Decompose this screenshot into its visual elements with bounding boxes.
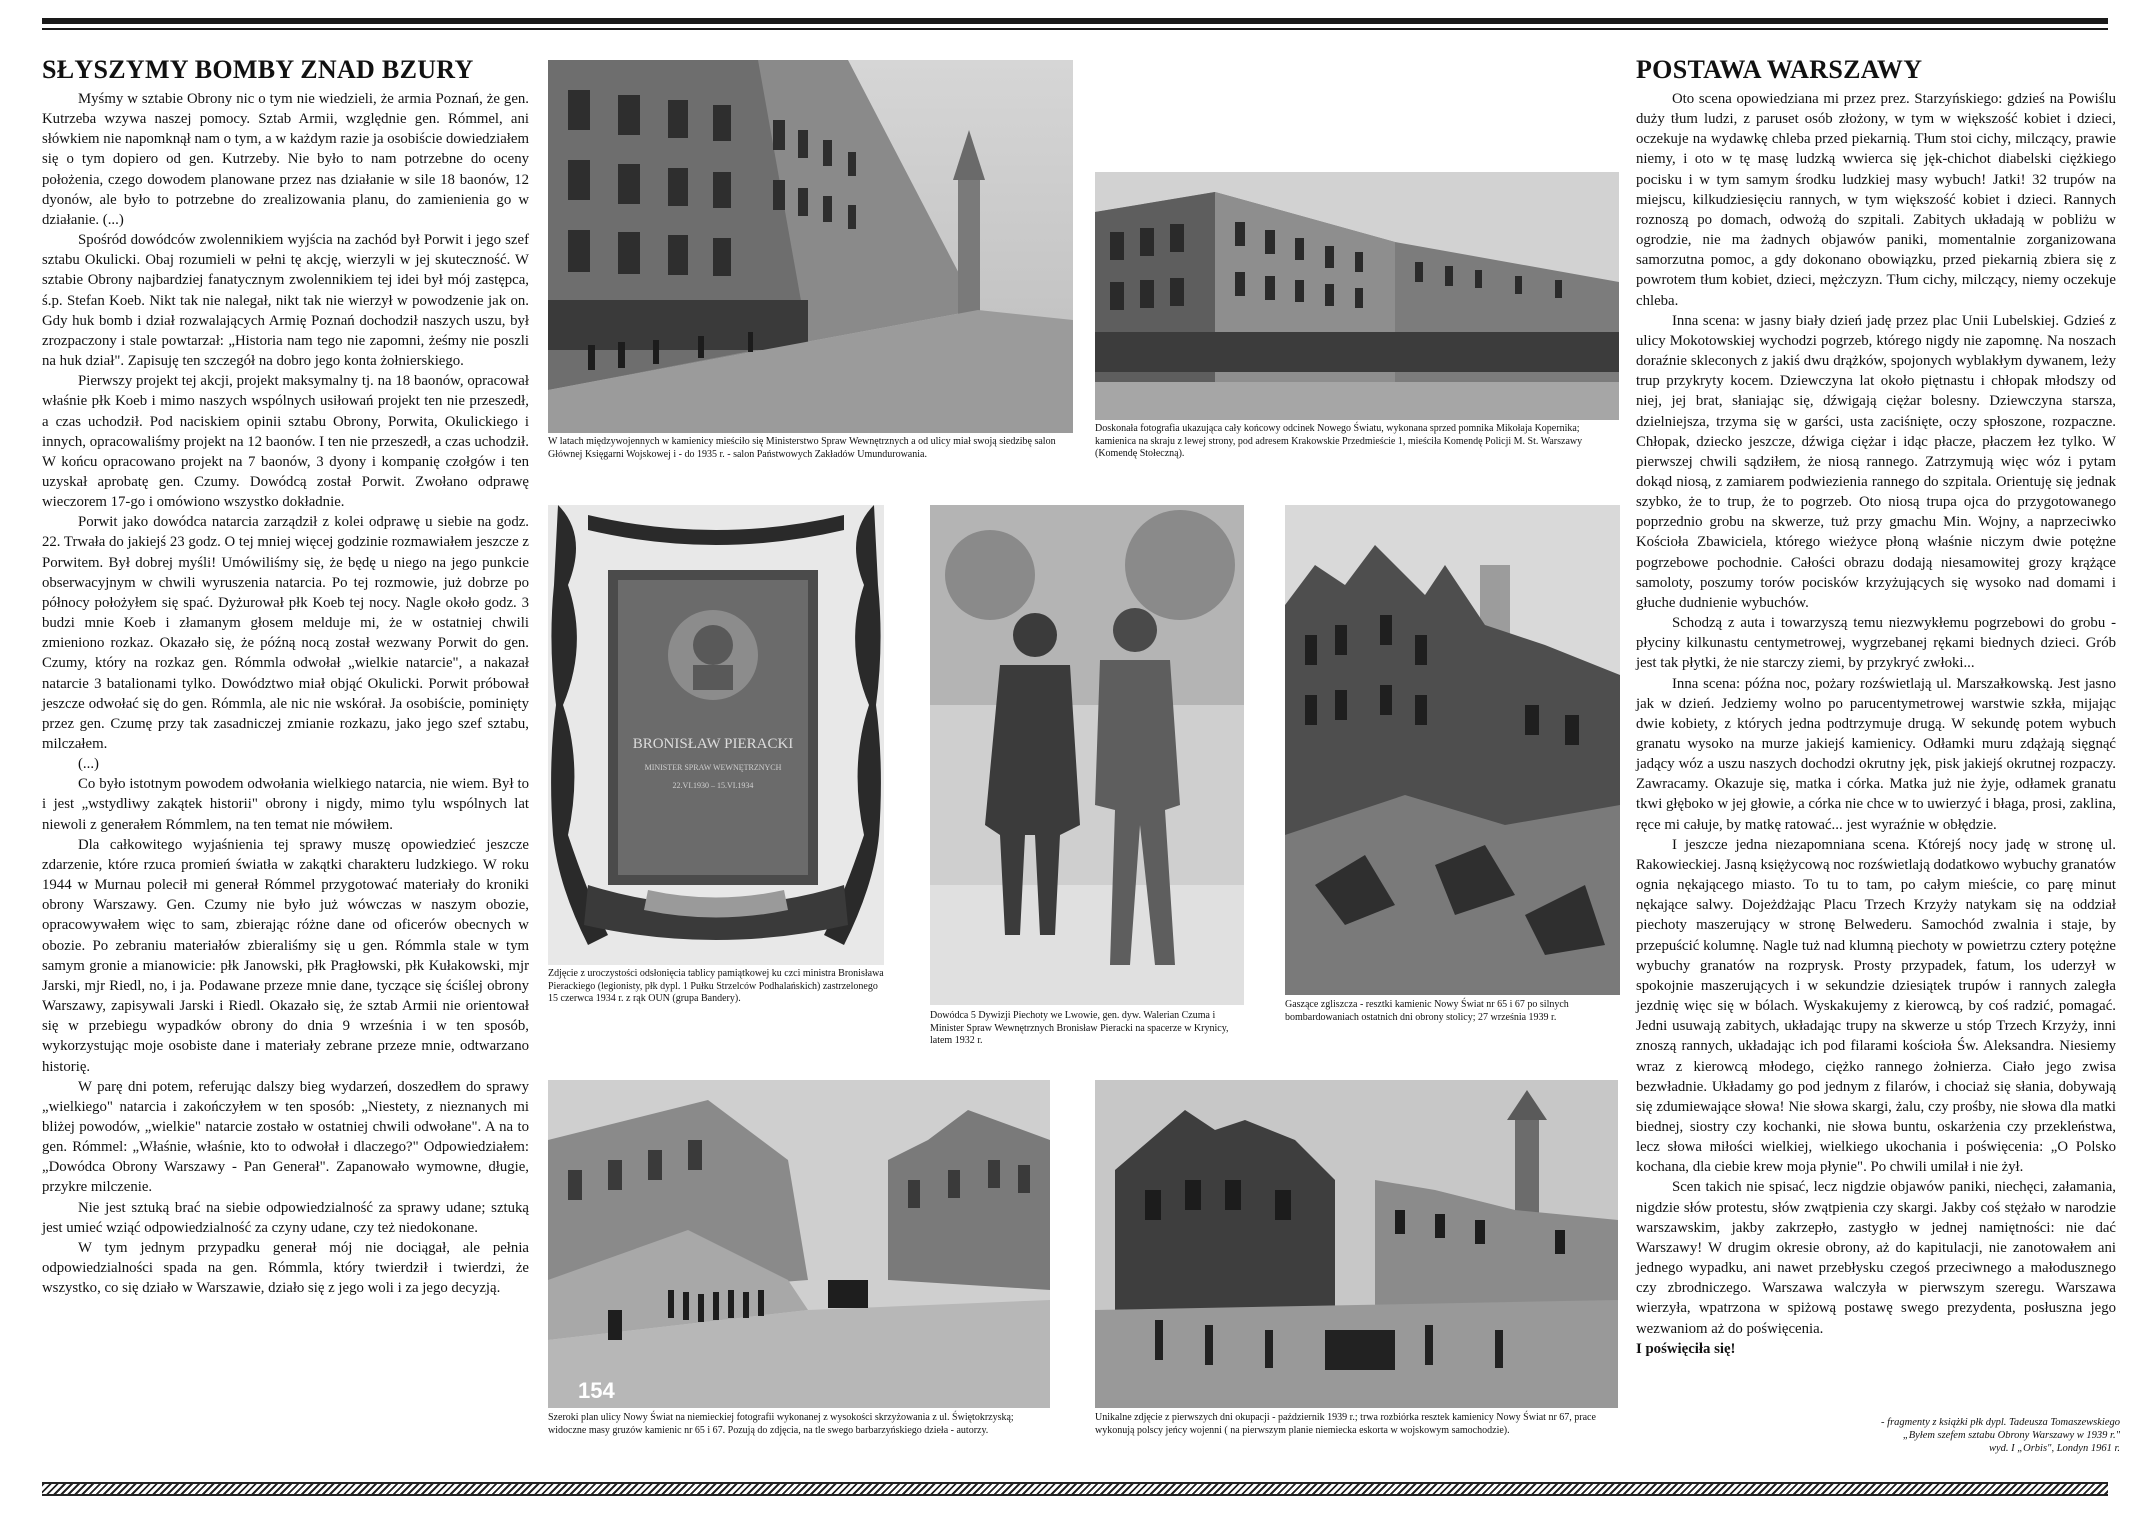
plaque-dates: 22.VI.1930 – 15.VI.1934: [672, 781, 754, 790]
paragraph: Dla całkowitego wyjaśnienia tej sprawy muszę opowiedzieć jeszcze zdarzenie, które rzuca promień światła w zakątki charakteru ludzkiego. W roku 1944 w Murnau polecił mi generał Rómmel przygotować materiały do kroniki obrony Warszawy. Gen. Czumy nie było już wówczas w naszym obozie, opracowywałem więc to sam, zbierając różne dane od oficerów obecnych w obozie. Po zebraniu materiałów zbieraliśmy się u gen. Rómmla stale w tym samym gronie a mianowicie: płk Janowski, płk Pragłowski, płk Kułakowski, mjr Jarski, mjr Riedl, no, i ja. Podawane przeze mnie dane, tyczące się ściślej obrony Warszawy, zapisywali Jarski i Riedl. Okazało się, że sztab Armii nie orientował się w przebiegu wypadków obrony do dnia 9 września i w ten sposób, wykorzystując moje osobiste dane i materiały zebrane przeze mnie, odtwarzano historię.: [42, 836, 529, 1075]
paragraph: Myśmy w sztabie Obrony nic o tym nie wiedzieli, że armia Poznań, że gen. Kutrzeba wzywa naszej pomocy. Sztab Armii, względnie gen. Rómmel, ani słówkiem nie napomknął nam o tym, a w każdym razie ja osobiście dowiedziałem się o tym dopiero od gen. Kutrzeby. Nie było to nam potrzebne do oceny położenia, czego dowodem planowane przez nas działanie w sile 18 baonów, 12 dyonów, ale było to potrzebne do zrealizowania planu, do zamienienia go w działanie. (...): [42, 91, 529, 228]
paragraph: (...): [78, 756, 99, 773]
photo-nowy-swiat-german: [548, 1080, 1050, 1408]
photo-mark: 154: [578, 1378, 615, 1403]
paragraph: Spośród dowódców zwolennikiem wyjścia na zachód był Porwit i jego szef sztabu Okulicki. Obaj rozumieli w pełni tę akcję, wierzyli w jej skuteczność. W sztabie Obrony najbardziej fanatycznym zwolennikiem tej idei był mój zastępca, ś.p. Stefan Koeb. Nikt tak nie nalegał, nikt tak nie wierzył w powodzenie jak on. Gdy huk bomb i dział rozwalających Armię Poznań dochodził naszych uszu, był zrozpaczony i stale powtarzał: „Historia nam tego nie zapomni, żeśmy nie poszli na huk dział". Zapisuję ten szczegół na dobro jego konta żołnierskiego.: [42, 232, 529, 370]
paragraph: W tym jednym przypadku generał mój nie dociągał, ale pełnia odpowiedzialności spada na gen. Rómmla, który twierdził i twierdzi, że wszystko, co się działo w Warszawie, działo się z jego woli i za jego decyzją.: [42, 1239, 529, 1297]
paragraph: Oto scena opowiedziana mi przez prez. Starzyńskiego: gdzieś na Powiślu duży tłum ludzi, z paruset osób złożony, w tym w większość kobiet i dzieci, oczekuje na wydawkę chleba przed piekarnią. Tłum stoi cichy, milczący, prawie niemy, i oto w tę masę ludzką wwierca się jęk-chichot diabelski ciężkiego pocisku i w tym samym środku ludzkiej masy wybuch! Jatki! 32 trupów na miejscu, kilkudziesięciu rannych, w tym większość kobiet i dzieci. Rannych roznoszą po domach, odwożą do szpitali. Zabitych układają w pobliżu w ogrodzie, nie ma żadnych objawów paniki, momentalnie zorganizowana samorzutna pomoc, a gdy dokonano obowiązku, przed piekarnią zbiera się z powrotem tłum kobiet, dzieci, mężczyzn. Tłum cichy, milczący, niemy oczekuje chleba.: [1636, 91, 2116, 309]
right-article: [1636, 55, 2116, 1359]
paragraph: W parę dni potem, referując dalszy bieg wydarzeń, doszedłem do sprawy „wielkiego" natarcia i zakończyłem w ten sposób: „Niestety, z nieznanych mi bliżej powodów, „wielkie" natarcie zostało w ostatniej chwili odwołane". A na to gen. Rómmel: „Właśnie, właśnie, kto to odwołał i dlaczego?" Odpowiedziałem: „Dowódca Obrony Warszawy - Pan Generał". Zapanowało wymowne, długie, przykre milczenie.: [42, 1078, 529, 1196]
photo-caption: Dowódca 5 Dywizji Piechoty we Lwowie, gen. dyw. Walerian Czuma i Minister Spraw Wewnętrznych Bronisław Pieracki na spacerze w Krynicy, latem 1932 r.: [930, 1010, 1229, 1046]
photo-occupation-demolition: [1095, 1080, 1618, 1408]
paragraph: Scen takich nie spisać, lecz nigdzie objawów paniki, niechęci, załamania, nigdzie słów protestu, słów zwątpienia czy skargi. Jakby coś stężało w narodzie warszawskim, jakby zakrzepło, zastygło w jednej namiętności: nie dać Warszawy! W drugim okresie obrony, aż do kapitulacji, nie zanotowałem ani jednego wypadku, ani nawet przebłysku czegoś przeciwnego a małodusznego czy zbrodniczego. Warszawa walczyła w pierwszym szeregu. Warszawa wierzyła, wpatrzona w spiżową postawę swego prezydenta, posłuszna jego wezwaniom aż do poświęcenia.: [1636, 1179, 2116, 1337]
photo-caption: Doskonała fotografia ukazująca cały końcowy odcinek Nowego Światu, wykonana sprzed pomnika Mikołaja Kopernika; kamienica na skraju z lewej strony, pod adresem Krakowskie Przedmieście 1, mieściła Komendę Policji M. St. Warszawy (Komendę Stołeczną).: [1095, 423, 1583, 459]
paragraph: Inna scena: w jasny biały dzień jadę przez plac Unii Lubelskiej. Gdzieś z ulicy Mokotowskiej wychodzi pogrzeb, którego nigdy nie zapomnę. Na noszach doraźnie skleconych z jakiś dwu drążków, spojonych wyblakłym dywanem, leży trup przykryty kocem. Dziewczyna lat około piętnastu i chłopak młodszy od niej, jej brat, słaniając się, dźwigają ciężar bolesny. Dziewczyna starsza, dzielniejsza, trzyma się w garści, usta zaciśnięte, oczy spłoszone, rozpaczne. Chłopak, dziecko jeszcze, dźwiga ciężar i idąc płacze, płaczem łez tylko. W pierwszej chwili sądziłem, że niosą rannego. Zatrzymują więc wóz i pytam dokąd niosą, z zamiarem podwiezienia rannego do szpitala. Orientuję się jednak szybko, że to trup, że to pogrzeb. Oto niosą trupa ojca do przygotowanego poprzednio grobu na skwerze, tuż przy gmachu Min. Wojny, a naprzeciwko Kościoła Zbawiciela, którego wieżyce płoną właśnie niczym dwie potężne pogrzebowe pochodnie. Całości obrazu dodają niesamowitej grozy krążące samoloty, poszumy torów pocisków krzyżujących się wysoko nad domami i głuche dudnienie wybuchów.: [1636, 312, 2116, 611]
photo-ministry-street: [548, 60, 1073, 433]
paragraph: Nie jest sztuką brać na siebie odpowiedzialność za sprawy udane; sztuką jest umieć wziąć odpowiedzialność za czyny udane, czy też niedokonane.: [42, 1199, 529, 1236]
paragraph: Co było istotnym powodem odwołania wielkiego natarcia, nie wiem. Był to i jest „wstydliwy zakątek historii" obrony i nigdy, mimo tylu wspólnych lat niewoli z generałem Rómmlem, na ten temat nie mówiłem.: [42, 776, 529, 833]
top-rule: [42, 18, 2108, 30]
photo-caption: Gaszące zgliszcza - resztki kamienic Nowy Świat nr 65 i 67 po silnych bombardowaniach ostatnich dni obrony stolicy; 27 września 1939 r.: [1285, 999, 1569, 1023]
photo-ruins-65-67: [1285, 505, 1620, 995]
paragraph: Schodzą z auta i towarzyszą temu niezwykłemu pogrzebowi do grobu - płyciny kilkunastu centymetrowej, wygrzebanej rękami biednych dzieci. Grób jest tak płytki, że nie starczy ziemi, by przykryć zwłoki...: [1636, 615, 2116, 672]
plaque-name: BRONISŁAW PIERACKI: [632, 736, 794, 752]
right-article-title: POSTAWA WARSZAWY: [1636, 55, 1923, 84]
paragraph: Pierwszy projekt tej akcji, projekt maksymalny tj. na 18 baonów, opracował właśnie płk Koeb i mimo naszych wspólnych usiłowań projekt ten nie przeszedł, a czas uchodził. Pod naciskiem opinii sztabu Obrony, Porwita, Okulickiego i innych, opracowaliśmy projekt na 12 baonów. I ten nie przeszedł, a czas uchodził. W końcu opracowano projekt na 7 baonów, 3 dyony i kompanię czołgów i ten uzyskał aprobatę gen. Czumy. Dowódcą został Porwit. Zwołano odprawę wieczorem 17-go i omówiono wszystko dokładnie.: [42, 373, 529, 511]
left-article: [42, 55, 529, 1298]
photo-nowy-swiat-end: [1095, 172, 1619, 420]
closing-line: I poświęciła się!: [1636, 1340, 1736, 1357]
paragraph: I jeszcze jedna niezapomniana scena. Którejś nocy jadę w stronę ul. Rakowieckiej. Jasną księżycową noc rozświetlają dodatkowo wybuchy granatów ognia nękającego miasto. To tu to tam, po całym mieście, co parę minut nękające salwy. Dojeżdżając Placu Trzech Krzyży natykam się na oddział piechoty maszerujący w stronę Belwederu. Samochód zwalnia i staje, by przepuścić kolumnę. Nagle tuż nad klumną piechoty w powietrzu cztery potężne wybuchy granatów na rozprysk. Prosty przypadek, fatum, los uderzył w spokojnie maszerujących i w sekundzie dziesiątek trupów i rannych zaległa jezdnię więc się w bólach. Wyskakujemy z kierowcą, by coś radzić, pomagać. Jedni usuwają zabitych, układając trupy na skwerze u stóp Trzech Krzyży, inni znoszą rannych, układając ich pod filarami kościoła Św. Aleksandra. Niesiemy wraz z kierowcą młodego, ciężko rannego żołnierza. Ciało jego zwisa bezwładnie. Układamy go pod jednym z filarów, i chociaż się słania, dobywają się zdumiewające słowa! Nie słowa skargi, żalu, czy prośby, nie słowa dla matki biednej, siostry czy kochanki, nie słowa buntu, oskarżenia czy przekleństwa, lecz słowa miłości wielkiej, wielkiego ukochania i poświęcenia: „O Polsko kochana, dla ciebie krew moja płynie". Po chwili umilał i nie żył.: [1636, 836, 2116, 1176]
plaque-title: MINISTER SPRAW WEWNĘTRZNYCH: [644, 763, 782, 772]
paragraph: Porwit jako dowódca natarcia zarządził z kolei odprawę u siebie na godz. 22. Trwała do jakiejś 23 godz. O tej mniej więcej godzinie rozmawiałem jeszcze z Porwitem. Był dobrej myśli! Umówiliśmy się, że będę u niego na jego punkcie obserwacyjnym w chwili wyruszenia natarcia. Po tej rozmowie, już dobrze po północy położyłem się spać. Dyżurował płk Koeb tej nocy. Nagle około godz. 3 budzi mnie Koeb i złamanym głosem melduje mi, że w ostatniej chwili zmieniono rozkaz. Okazało się, że późną nocą został wezwany Porwit do gen. Czumy, który na rozkaz gen. Rómmla odwołał „wielkie natarcie", a nakazał natarcie 3 batalionami tylko. Dowództwo miał objąć Okulicki. Porwit próbował jeszcze odwołać się do gen. Rómmla, ale nic nie wskórał. Ja osobiście, pominięty przez gen. Czumę przy tak zasadniczej zmianie rozkazu, jako jego szef sztabu, milczałem.: [42, 514, 529, 752]
photo-caption: Unikalne zdjęcie z pierwszych dni okupacji - październik 1939 r.; trwa rozbiórka resztek kamienicy Nowy Świat nr 67, prace wykonują polscy jeńcy wojenni ( na pierwszym planie niemiecka eskorta w wojskowym samochodzie).: [1095, 1412, 1596, 1436]
photo-caption: Szeroki plan ulicy Nowy Świat na niemieckiej fotografii wykonanej z wysokości skrzyżowania z ul. Świętokrzyską; widoczne masy gruzów kamienic nr 65 i 67. Pozują do zdjęcia, na tle swego barbarzyńskiego dzieła - autorzy.: [548, 1412, 1014, 1436]
photo-caption: W latach międzywojennych w kamienicy mieściło się Ministerstwo Spraw Wewnętrznych a od ulicy miał swoją siedzibę salon Głównej Księgarni Wojskowej i - do 1935 r. - salon Państwowych Zakładów Umundurowania.: [548, 436, 1056, 460]
photo-czuma-pieracki: [930, 505, 1244, 1005]
source-note: - fragmenty z książki płk dypl. Tadeusza Tomaszewskiego „Byłem szefem sztabu Obrony Warszawy w 1939 r." wyd. I „Orbis", Londyn 1961 r.: [1881, 1417, 2120, 1454]
paragraph: Inna scena: późna noc, pożary rozświetlają ul. Marszałkowską. Jest jasno jak w dzień. Jedziemy wolno po parucentymetrowej warstwie szkła, mijając dwie kobiety, z których jedna podtrzymuje drugą. W sekundę potem wybuch granatu wysoko na murze jakiejś kamienicy. Odłamki muru zdążają sięgnąć jadący wóz a uszu naszych dochodzi okrutny jęk, pisk jakiejś okrutnej rozpaczy. Zawracamy. Okazuje się, matka i córka. Matka już nie żyje, odłamek granatu tkwi głęboko w jej głowie, a córka nie chce w to uwierzyć i błaga, prosi, zaklina, ręce mi całuje, by matkę ratować... jest wyraźnie w obłędzie.: [1636, 675, 2116, 833]
photo-pieracki-plaque: [548, 505, 884, 965]
left-article-title: SŁYSZYMY BOMBY ZNAD BZURY: [42, 55, 474, 84]
bottom-ornament-border: [42, 1482, 2108, 1496]
photo-caption: Zdjęcie z uroczystości odsłonięcia tablicy pamiątkowej ku czci ministra Bronisława Pierackiego (legionisty, płk dypl. 1 Pułku Strzelców Podhalańskich) zastrzelonego 15 czerwca 1934 r. z rąk OUN (grupa Bandery).: [548, 968, 884, 1004]
